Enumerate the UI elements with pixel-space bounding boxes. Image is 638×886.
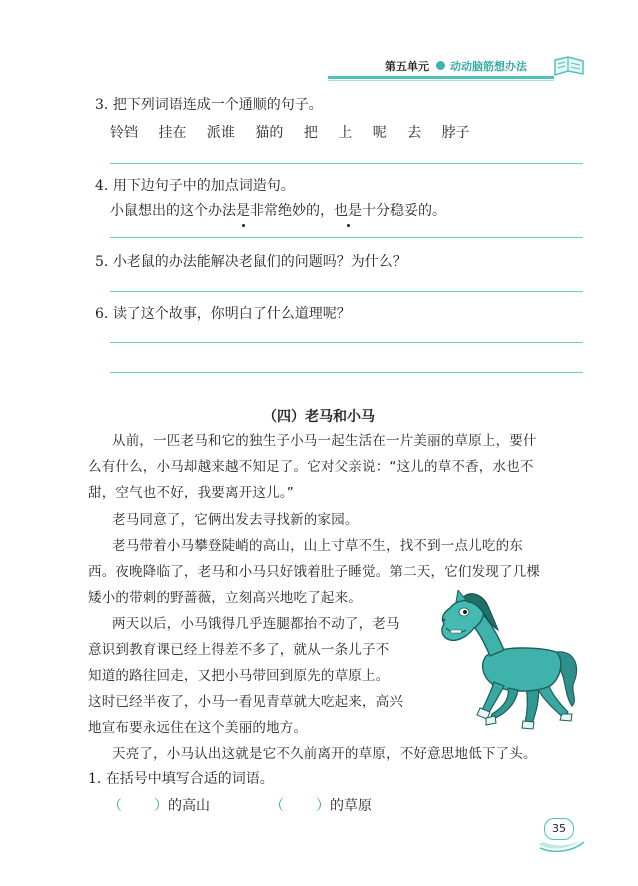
question-6 [95,303,351,323]
answer-line[interactable] [110,291,583,292]
header-rule-thin [328,80,554,81]
bracket-close: ） [154,798,168,814]
question-4 [95,175,295,195]
bullet-dot-icon [436,61,445,70]
word-item: 去 [407,125,422,141]
question-prompt: 读了这个故事，你明白了什么道理呢？ [112,306,351,322]
word-bank [110,122,470,142]
sentence-part: 小鼠想出的这个办法 [110,203,236,219]
story-line: 从前，一匹老马和它的独生子小马一起生活在一片美丽的草原上，要什 [112,433,537,449]
story-line: 矮小的带刺的野蔷薇，立刻高兴地吃了起来。 [88,590,362,606]
answer-line[interactable] [110,163,583,164]
question-prompt: 小老鼠的办法能解决老鼠们的问题吗？为什么？ [112,254,407,270]
word-item: 呢 [372,125,387,141]
word-item: 铃铛 [110,125,138,141]
story-line: 甜，空气也不好，我要离开这儿。” [88,485,294,501]
bracket-open: （ [270,798,284,814]
question-3 [95,94,323,114]
fill-blank-1[interactable] [108,795,210,815]
word-item: 脖子 [441,125,470,141]
story-line: 意识到教育课已经上得差不多了，就从一条儿子不 [88,642,390,658]
bracket-open: （ [108,798,122,814]
horse-illustration [428,590,588,735]
question-number: 1. [88,771,102,787]
story-line: 老马带着小马攀登陡峭的高山，山上寸草不生，找不到一点儿吃的东 [112,538,523,554]
question-prompt: 把下列词语连成一个通顺的句子。 [112,97,323,113]
question-prompt: 在括号中填写合适的词语。 [105,771,274,787]
story-line: 老马同意了，它俩出发去寻找新的家园。 [112,512,359,528]
bracket-close: ） [316,798,330,814]
story-line: 地宣布要永远住在这个美丽的地方。 [88,720,308,736]
story-line: 西。夜晚降临了，老马和小马只好饿着肚子睡觉。第二天，它们发现了几棵 [88,564,541,580]
exercise-1 [88,768,274,788]
header-rule [328,76,554,79]
answer-line[interactable] [110,237,583,238]
sentence-part: 十分稳妥的。 [362,203,446,219]
page-number: 35 [544,818,574,840]
question-number: 6. [95,306,109,322]
question-5 [95,251,407,271]
blank-suffix: 的高山 [168,798,210,814]
example-sentence [110,200,446,220]
answer-line[interactable] [110,342,583,343]
dotted-word: 是 [236,200,250,220]
question-prompt: 用下边句子中的加点词造句。 [112,178,295,194]
answer-line[interactable] [110,372,583,373]
story-line: 天亮了，小马认出这就是它不久前离开的草原，不好意思地低下了头。 [112,746,537,762]
story-line: 知道的路往回走，又把小马带回到原先的草原上。 [88,668,390,684]
story-line: 两天以后，小马饿得几乎连腿都抬不动了，老马 [112,616,400,632]
question-number: 4. [95,178,109,194]
word-item: 派谁 [206,125,235,141]
fill-blank-2[interactable] [270,795,372,815]
blank-suffix: 的草原 [330,798,372,814]
word-item: 把 [303,125,318,141]
question-number: 5. [95,254,109,270]
story-line: 么有什么，小马却越来越不知足了。它对父亲说：“这儿的草不香，水也不 [88,459,534,475]
unit-label: 第五单元 [385,60,429,73]
word-item: 挂在 [158,125,187,141]
question-number: 3. [95,97,109,113]
word-item: 上 [338,125,353,141]
story-title: （四）老马和小马 [263,409,375,425]
story-line: 这时已经半夜了，小马一看见青草就大吃起来，高兴 [88,694,404,710]
sentence-part: 非常绝妙的， [250,203,334,219]
dotted-word: 也是 [334,200,362,220]
book-icon [552,54,586,78]
word-item: 猫的 [255,125,284,141]
unit-theme: 动动脑筋想办法 [450,60,527,73]
